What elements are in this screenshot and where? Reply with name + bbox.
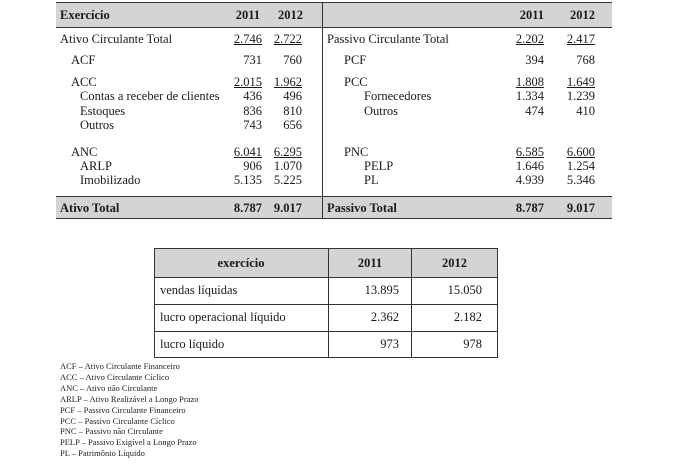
row-label: PL (364, 173, 379, 187)
row-value-2012: 1.962 (273, 75, 302, 89)
row-value-2011: 2.015 (233, 75, 262, 89)
row-value-2012: 768 (576, 53, 595, 67)
abbreviations-legend (60, 361, 320, 459)
row-label: PCC (344, 75, 368, 89)
results-rule (154, 304, 498, 305)
legend-item: PELP – Passivo Exigível a Longo Prazo (60, 437, 197, 448)
row-value-2012: 6.295 (273, 145, 302, 159)
results-rule (497, 248, 498, 358)
row-value-2011: 1.334 (515, 89, 544, 103)
total-liabilities-2011: 8.787 (515, 201, 544, 215)
table-center-divider (322, 2, 323, 219)
row-value-2011: 731 (243, 53, 262, 67)
table-rule-header (56, 27, 612, 28)
header-exercicio-left: Exercício (60, 8, 110, 22)
total-assets-label: Ativo Total (60, 201, 120, 215)
results-row-2012: 15.050 (447, 283, 482, 297)
row-value-2012: 2.722 (273, 32, 302, 46)
header-year-2012-left: 2012 (278, 8, 303, 22)
row-value-2012: 6.600 (566, 145, 595, 159)
row-label: PNC (344, 145, 369, 159)
results-header-2011: 2011 (357, 256, 383, 270)
legend-item: PCF – Passivo Circulante Financeiro (60, 404, 186, 415)
results-row-2011: 2.362 (370, 310, 399, 324)
row-value-2011: 5.135 (233, 173, 262, 187)
row-label: Contas a receber de clientes (80, 89, 220, 103)
row-label: Outros (364, 104, 399, 118)
row-label: Imobilizado (80, 173, 141, 187)
row-value-2012: 5.346 (566, 173, 595, 187)
row-label: ANC (71, 145, 98, 159)
legend-item: PCC – Passivo Circulante Cíclico (60, 415, 175, 426)
header-year-2011-left: 2011 (235, 8, 260, 22)
row-value-2011: 4.939 (515, 173, 544, 187)
results-header-2012: 2012 (442, 256, 467, 270)
row-value-2012: 410 (576, 104, 595, 118)
row-label: ARLP (80, 159, 112, 173)
results-row-label: lucro operacional líquido (160, 310, 286, 324)
results-row-label: vendas líquidas (160, 283, 238, 297)
row-value-2011: 436 (243, 89, 262, 103)
header-year-2012-right: 2012 (570, 8, 595, 22)
row-value-2011: 2.202 (515, 32, 544, 46)
legend-item: ANC – Ativo não Circulante (60, 382, 158, 393)
row-value-2011: 474 (525, 104, 544, 118)
results-row-label: lucro líquido (160, 337, 225, 351)
legend-item: PNC – Passivo não Circulante (60, 426, 163, 437)
row-value-2012: 810 (283, 104, 302, 118)
row-label: Fornecedores (364, 89, 432, 103)
row-label: Passivo Circulante Total (327, 32, 449, 46)
table-rule-total (56, 196, 612, 197)
row-value-2012: 1.254 (566, 159, 595, 173)
legend-item: ACF – Ativo Circulante Financeiro (60, 361, 180, 371)
header-year-2011-right: 2011 (519, 8, 544, 22)
results-row-2011: 973 (380, 337, 399, 351)
results-row-2011: 13.895 (364, 283, 399, 297)
row-value-2011: 6.041 (233, 145, 262, 159)
table-rule-top (56, 2, 612, 3)
row-value-2011: 2.746 (233, 32, 262, 46)
results-header-label: exercício (217, 256, 265, 270)
row-label: ACF (71, 53, 96, 67)
row-label: ACC (71, 75, 97, 89)
legend-item: ACC – Ativo Circulante Cíclico (60, 371, 170, 382)
row-value-2011: 1.646 (515, 159, 544, 173)
table-rule-bottom (56, 218, 612, 219)
total-assets-2012: 9.017 (273, 201, 302, 215)
row-value-2011: 6.585 (515, 145, 544, 159)
row-value-2012: 1.649 (566, 75, 595, 89)
total-liabilities-label: Passivo Total (327, 201, 397, 215)
row-value-2012: 5.225 (273, 173, 302, 187)
total-liabilities-2012: 9.017 (566, 201, 595, 215)
legend-item: ARLP – Ativo Realizável a Longo Prazo (60, 393, 199, 404)
balance-sheet-table (56, 0, 612, 219)
results-row-2012: 978 (463, 337, 482, 351)
income-results-table (154, 248, 498, 358)
row-value-2011: 836 (243, 104, 262, 118)
results-rule (154, 331, 498, 332)
results-rule (154, 248, 498, 249)
row-value-2012: 760 (283, 53, 302, 67)
row-value-2012: 1.239 (566, 89, 595, 103)
row-value-2011: 394 (525, 53, 544, 67)
legend-item: PL – Patrimônio Líquido (60, 448, 145, 459)
total-assets-2011: 8.787 (233, 201, 262, 215)
row-label: Estoques (80, 104, 126, 118)
row-value-2011: 743 (243, 118, 262, 132)
row-value-2012: 1.070 (273, 159, 302, 173)
row-label: Outros (80, 118, 115, 132)
row-value-2012: 496 (283, 89, 302, 103)
results-row-2012: 2.182 (453, 310, 482, 324)
row-label: PCF (344, 53, 367, 67)
row-value-2011: 906 (243, 159, 262, 173)
row-value-2011: 1.808 (515, 75, 544, 89)
row-label: PELP (364, 159, 394, 173)
row-value-2012: 2.417 (566, 32, 595, 46)
row-label: Ativo Circulante Total (60, 32, 173, 46)
row-value-2012: 656 (283, 118, 302, 132)
results-rule (154, 277, 498, 278)
results-rule (154, 357, 498, 358)
